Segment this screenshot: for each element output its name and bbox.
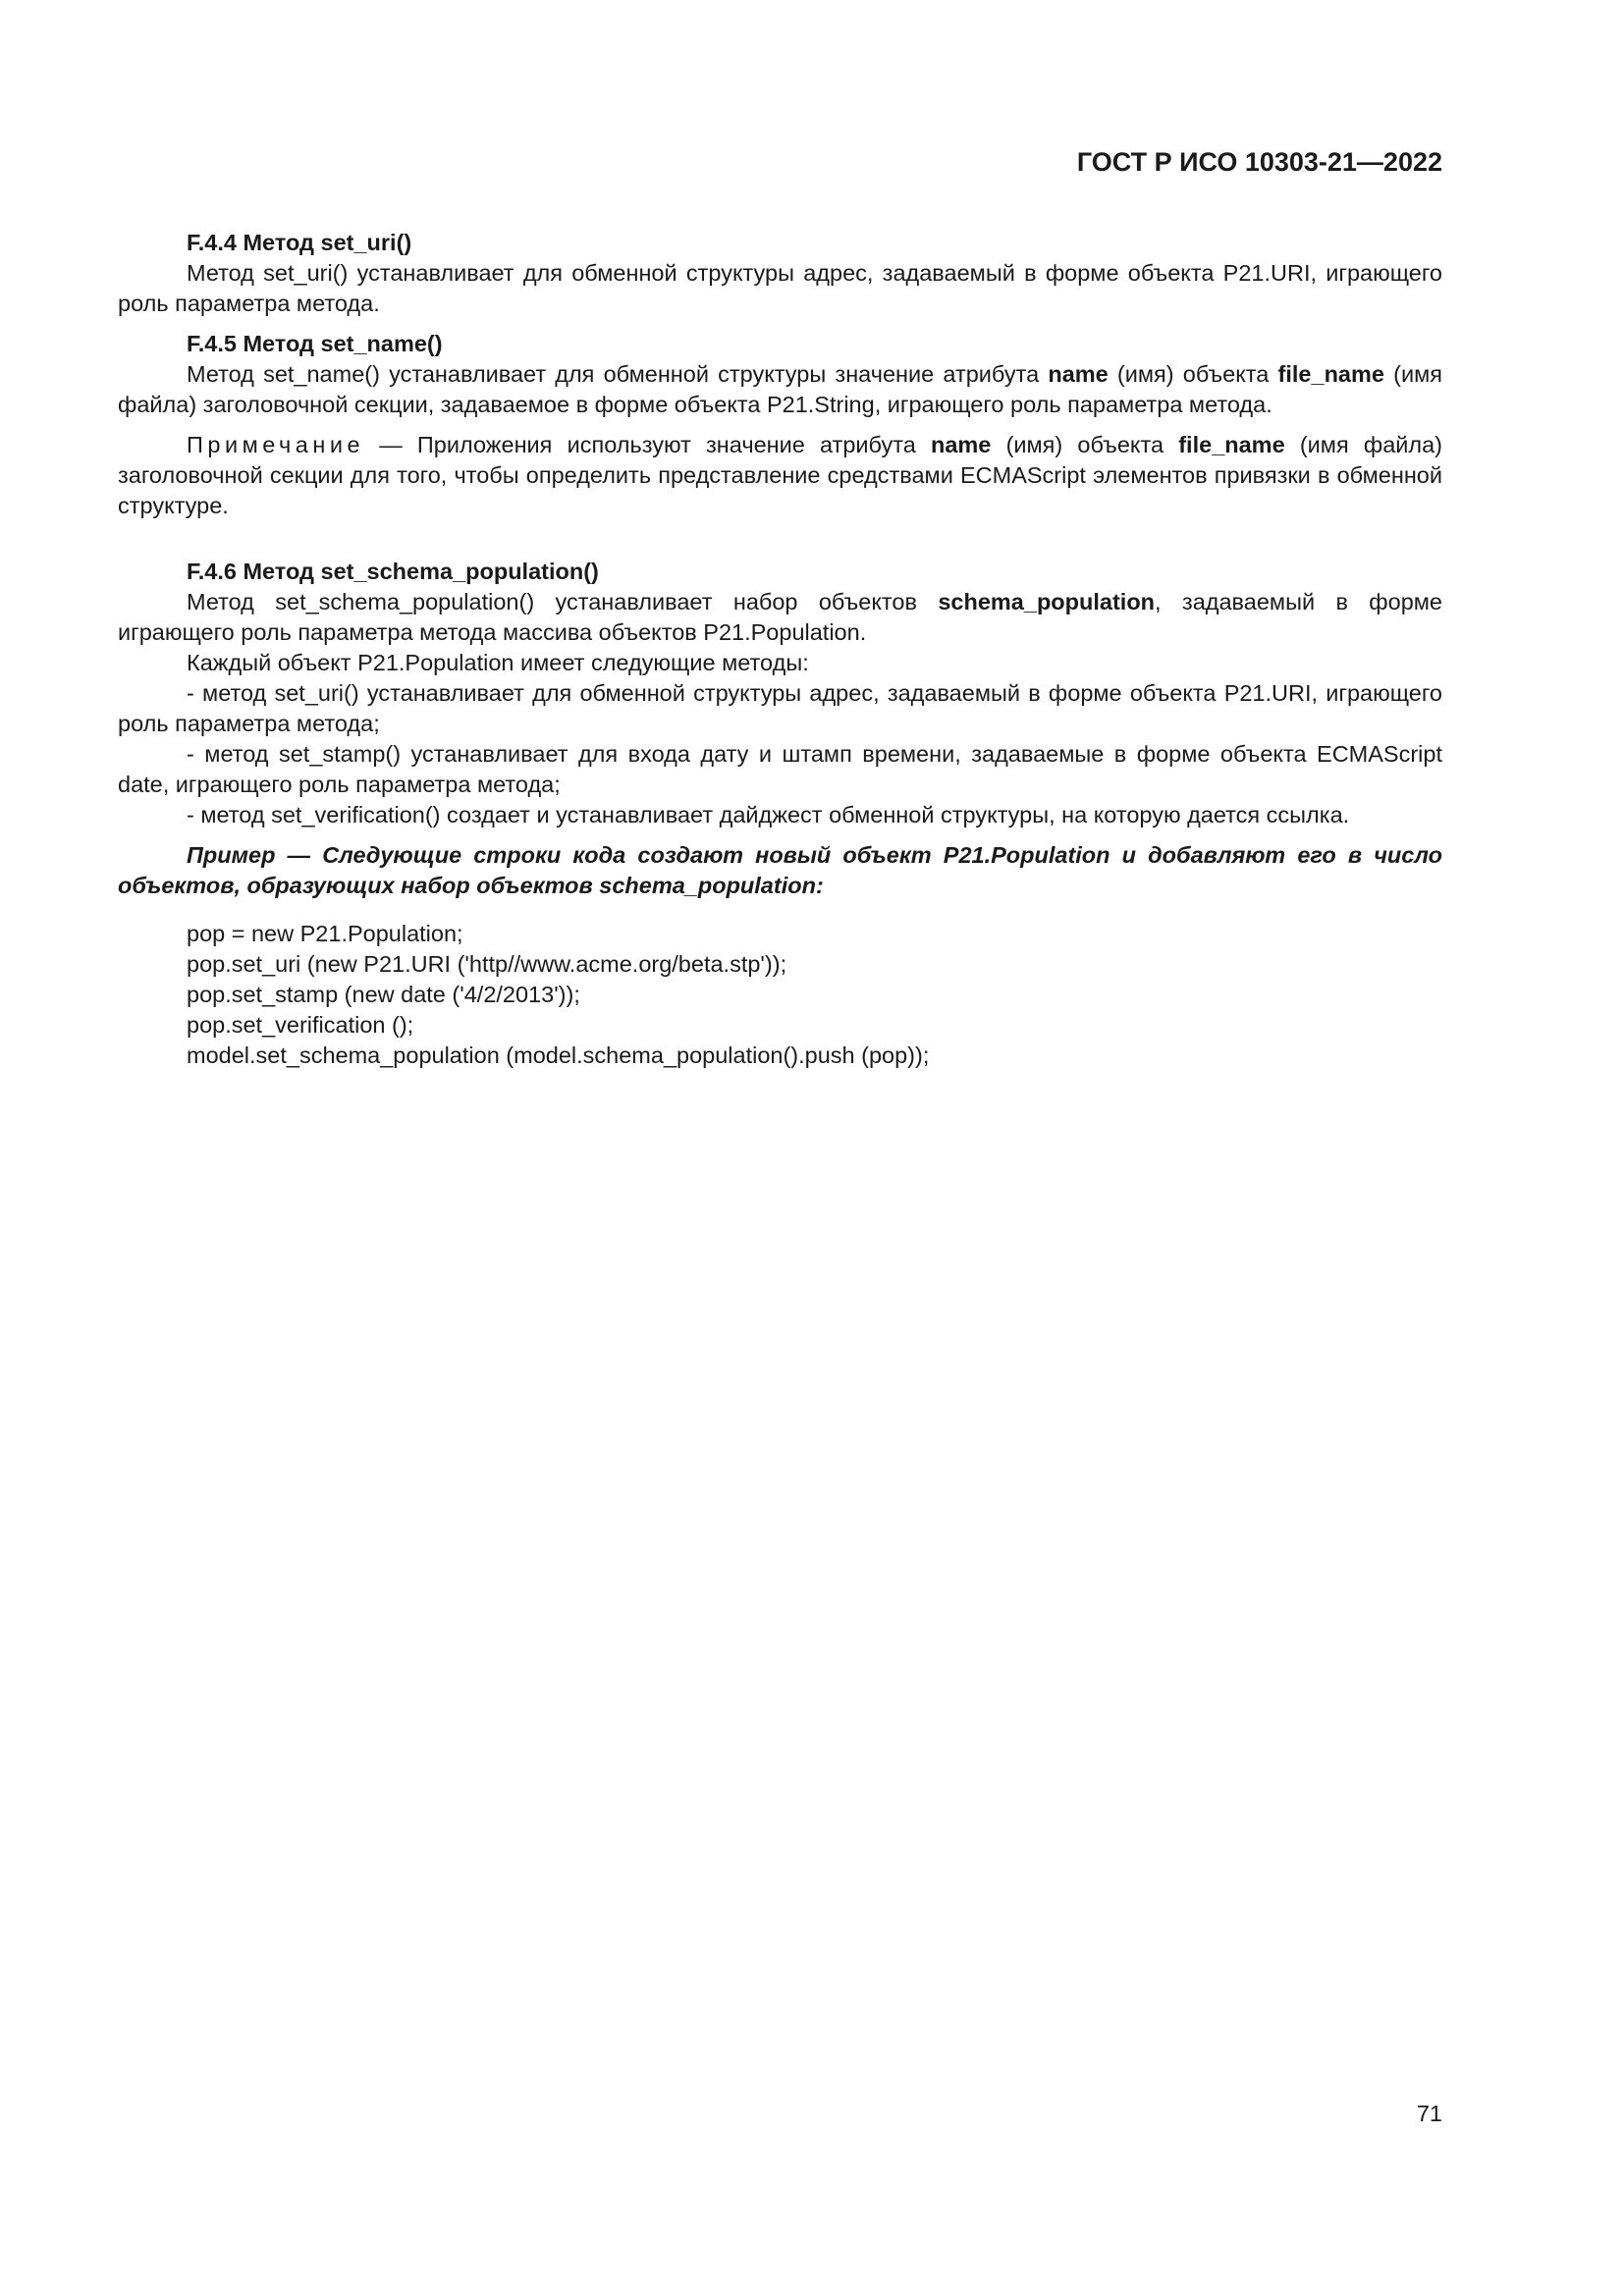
text-run: , задаваемый в форме играющего роль параметра метода массива объектов P21.Population. — [118, 589, 1442, 645]
section-heading-f44: F.4.4 Метод set_uri() — [187, 230, 412, 255]
page-number: 71 — [1416, 2101, 1442, 2126]
code-line: pop.set_stamp (new date ('4/2/2013')); — [187, 982, 580, 1007]
note-paragraph — [118, 430, 1442, 521]
bold-term: name — [930, 432, 992, 457]
code-line: pop.set_uri (new P21.URI ('http//www.acme.org/beta.stp')); — [187, 951, 787, 977]
page-body — [118, 228, 1442, 1071]
text-run: Метод set_name() устанавливает для обменной структуры значение атрибута — [187, 361, 1049, 387]
code-line: pop.set_verification (); — [187, 1012, 414, 1038]
text-run: (имя файла) заголовочной секции, задаваемое в форме объекта P21.String, играющего роль параметра метода. — [118, 361, 1442, 417]
text-run: (имя файла) заголовочной секции для того, чтобы определить представление средствами ECMAScript элементов привязки в обменной структуре. — [118, 432, 1443, 518]
text-run: (имя) объекта — [1108, 361, 1278, 387]
text-run: Метод set_schema_population() устанавливает набор объектов — [187, 589, 939, 614]
code-line: pop = new P21.Population; — [187, 921, 463, 946]
section-heading-f45: F.4.5 Метод set_name() — [187, 331, 443, 356]
bold-term: schema_population — [938, 589, 1156, 614]
text-run: — Приложения используют значение атрибута — [364, 432, 931, 457]
list-item: - метод set_uri() устанавливает для обменной структуры адрес, задаваемый в форме объекта P21.URI, играющего роль параметра метода; — [118, 680, 1442, 736]
bold-term: name — [1048, 361, 1109, 387]
list-item: - метод set_stamp() устанавливает для входа дату и штамп времени, задаваемые в форме объекта ECMAScript date, играющего роль параметра метода; — [118, 741, 1442, 797]
code-line: model.set_schema_population (model.schema_population().push (pop)); — [187, 1042, 930, 1068]
code-block — [118, 919, 1442, 1071]
section-text-f46 — [118, 587, 1442, 648]
text-run: (имя) объекта — [991, 432, 1179, 457]
section-text-f44: Метод set_uri() устанавливает для обменной структуры адрес, задаваемый в форме объекта P21.URI, играющего роль параметра метода. — [118, 260, 1442, 316]
methods-intro: Каждый объект P21.Population имеет следующие методы: — [187, 650, 809, 675]
example-paragraph: Пример — Следующие строки кода создают новый объект P21.Population и добавляют его в число объектов, образующих набор объектов schema_population: — [118, 842, 1442, 898]
section-text-f45 — [118, 359, 1442, 420]
list-item: - метод set_verification() создает и устанавливает дайджест обменной структуры, на которую дается ссылка. — [187, 802, 1350, 828]
note-label: Примечание — [187, 432, 365, 457]
section-heading-f46: F.4.6 Метод set_schema_population() — [187, 559, 599, 584]
bold-term: file_name — [1178, 432, 1285, 457]
document-header: ГОСТ Р ИСО 10303-21—2022 — [1076, 147, 1442, 177]
bold-term: file_name — [1277, 361, 1384, 387]
